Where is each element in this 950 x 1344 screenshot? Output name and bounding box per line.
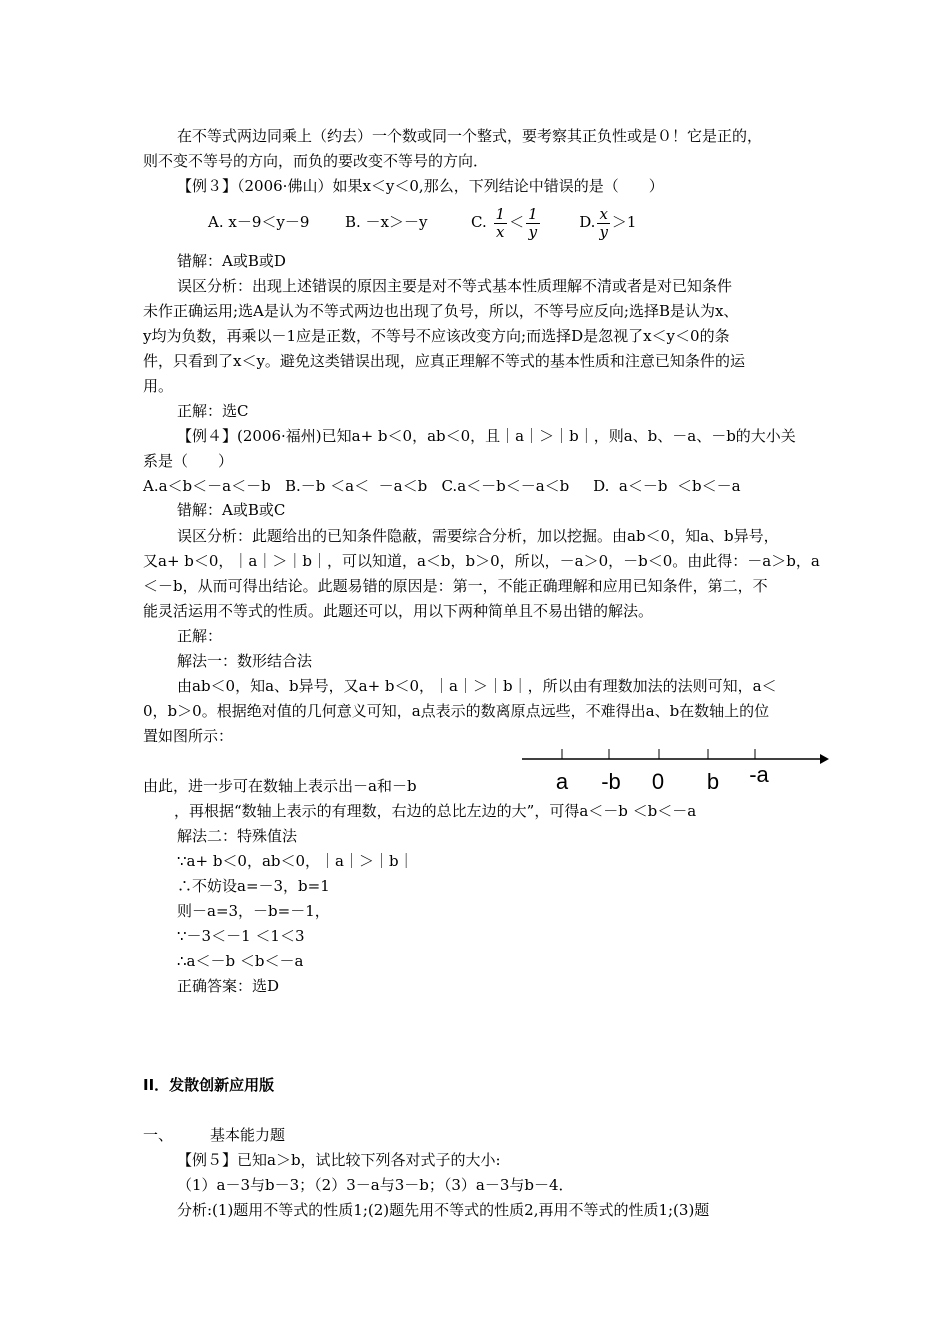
fraction-denominator: y [528,222,538,241]
part-1-number: 一、 [143,1126,174,1144]
example-3-analysis-5: 用。 [143,377,174,395]
example-4-analysis-4: 能灵活运用不等式的性质。此题还可以，用以下两种简单且不易出错的解法。 [143,602,654,620]
example-4-analysis-1: 误区分析：此题给出的已知条件隐蔽，需要综合分析，加以挖掘。由ab＜0，知a、b异号， [177,527,779,545]
intro-line-2: 则不变不等号的方向，而负的要改变不等号的方向． [143,152,489,170]
number-line-arrow-icon [820,754,829,764]
fraction-numerator: x [599,204,608,223]
label-b: b [706,769,720,794]
example-3-analysis-3: y均为负数，再乘以－1应是正数，不等号不应该改变方向;而选择D是忽视了x＜y＜0的条 [143,327,730,345]
example-4-analysis-2: 又a+ b＜0，｜a｜＞｜b｜，可以知道，a＜b，b＞0，所以，－a＞0，－b＜0。由此得：－a＞b，a [143,552,820,570]
method-2-line-2: ∴不妨设a=－3，b=1 [177,877,330,895]
fraction-numerator: 1 [528,204,538,223]
method-1-line-3: 置如图所示： [143,727,234,745]
example-3-title: 【例３】（2006·佛山）如果x＜y＜0,那么，下列结论中错误的是（ ） [177,177,664,195]
part-1-title: 基本能力题 [210,1126,286,1144]
method-2-line-3: 则－a=3，－b=－1， [177,902,330,920]
option-a: A. x－9＜y－9 [208,213,310,231]
example-4-title-1: 【例４】(2006·福州)已知a+ b＜0，ab＜0，且｜a｜＞｜b｜，则a、b、－a、－b的大小关 [177,427,796,445]
fraction-denominator: y [599,222,608,241]
option-d-tail: ＞1 [611,213,637,231]
example-4-title-2: 系是（ ） [143,452,234,470]
method-2-line-4: ∵－3＜－1 ＜1＜3 [177,927,305,945]
option-d-fraction [597,206,609,241]
example-3-analysis-2: 未作正确运用;选A是认为不等式两边也出现了负号，所以，不等号应反向;选择B是认为x、 [143,302,739,320]
final-answer: 正确答案：选D [177,977,280,995]
fraction-numerator: 1 [495,204,506,223]
method-1-title: 解法一：数形结合法 [177,652,313,670]
method-2-line-5: ∴a＜－b ＜b＜－a [177,952,304,970]
label-a: a [555,769,569,794]
option-c-fraction-2 [526,206,540,241]
example-4-wrong-answer: 错解：A或B或C [177,501,286,519]
number-line-figure [520,740,830,802]
method-1-line-4: 由此，进一步可在数轴上表示出－a和－b [143,777,417,795]
example-5-analysis: 分析:(1)题用不等式的性质1;(2)题先用不等式的性质2,再用不等式的性质1;(3)题 [177,1201,710,1219]
label-zero: 0 [651,769,665,794]
label-neg-a: -a [749,762,769,787]
example-3-analysis-4: 件，只看到了x＜y。避免这类错误出现，应真正理解不等式的基本性质和注意已知条件的运 [143,352,745,370]
method-1-line-5: ，再根据“数轴上表示的有理数，右边的总比左边的大”，可得a＜－b ＜b＜－a [174,802,697,820]
option-b: B. －x＞－y [344,213,428,231]
method-1-line-2: 0，b＞0。根据绝对值的几何意义可知，a点表示的数离原点远些，不难得出a、b在数轴上的位 [143,702,770,720]
fraction-denominator: x [496,222,505,241]
example-3-wrong-answer: 错解：A或B或D [177,252,286,270]
example-5-title: 【例５】已知a＞b，试比较下列各对式子的大小: [177,1151,501,1169]
label-neg-b: -b [601,769,621,794]
section-2-heading: II．发散创新应用版 [143,1076,275,1094]
method-2-title: 解法二：特殊值法 [177,827,298,845]
intro-line-1: 在不等式两边同乘上（约去）一个数或同一个整式，要考察其正负性或是０！它是正的， [177,127,763,145]
option-c-operator: ＜ [509,213,525,231]
example-3-correct-answer: 正解：选C [177,402,249,420]
example-3-options [208,205,636,245]
example-4-analysis-3: ＜－b，从而可得出结论。此题易错的原因是：第一，不能正确理解和应用已知条件，第二，不 [143,577,768,595]
example-4-options: A.a＜b＜－a＜－b B.－b ＜a＜ －a＜b C.a＜－b＜－a＜b D. a＜－b ＜b＜－a [143,477,741,495]
method-1-line-1: 由ab＜0，知a、b异号，又a+ b＜0，｜a｜＞｜b｜，所以由有理数加法的法则可知，a＜ [177,677,777,695]
option-c-label: C. [471,213,487,231]
option-d-label: D. [579,213,596,231]
example-4-correct-heading: 正解： [177,627,223,645]
example-5-items: （1）a－3与b－3；（2）3－a与3－b；（3）a－3与b－4． [177,1176,574,1194]
method-2-line-1: ∵a+ b＜0，ab＜0，｜a｜＞｜b｜ [177,852,414,870]
example-3-analysis-1: 误区分析：出现上述错误的原因主要是对不等式基本性质理解不清或者是对已知条件 [177,277,733,295]
option-c-fraction-1 [494,206,508,241]
